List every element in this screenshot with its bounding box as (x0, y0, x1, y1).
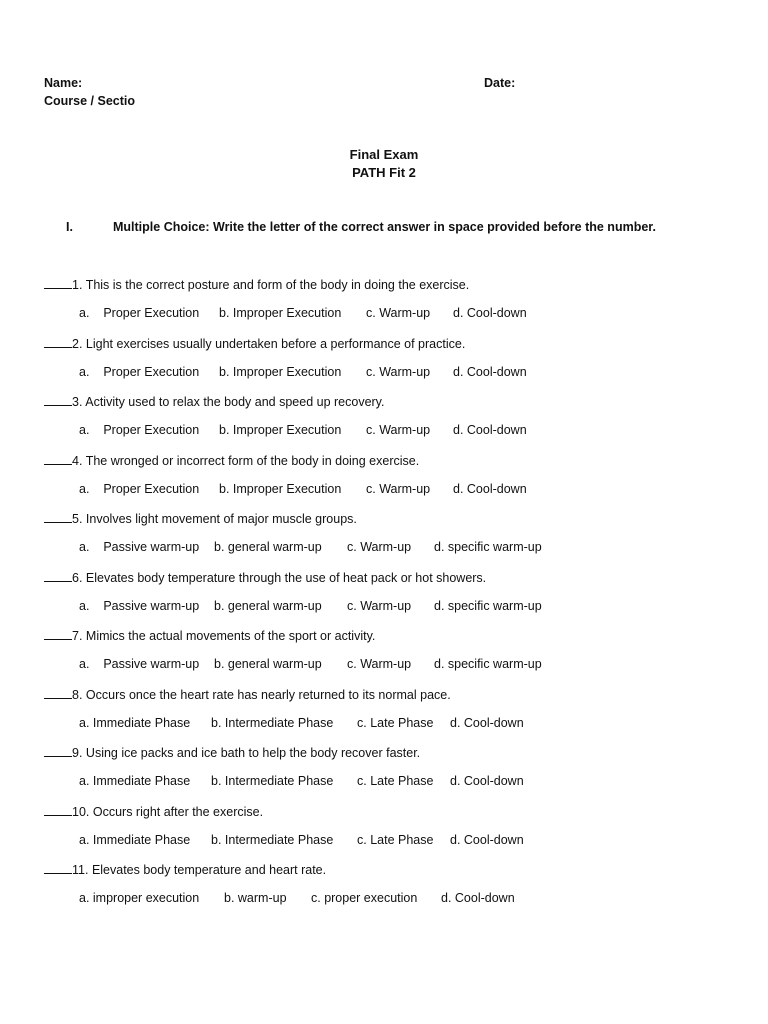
option-c: c. Warm-up (366, 481, 431, 496)
option-d: d. specific warm-up (434, 540, 542, 554)
option-b: b. general warm-up (214, 540, 322, 554)
question-text: Mimics the actual movements of the sport or activity. (85, 629, 376, 643)
answer-blank[interactable] (44, 687, 72, 699)
option-c: c. Warm-up (366, 306, 431, 320)
question-stem (44, 277, 469, 292)
question-stem (44, 453, 419, 468)
question-number: 1. (72, 278, 83, 292)
option-a: a. Passive warm-up (79, 540, 200, 554)
option-a: a. Passive warm-up (79, 657, 200, 671)
question-number: 7. (72, 629, 83, 643)
option-a: a. Immediate Phase (79, 774, 191, 788)
answer-blank[interactable] (44, 628, 72, 640)
question-text: This is the correct posture and form of the body in doing the exercise. (85, 278, 470, 292)
question-number: 6. (72, 570, 83, 585)
option-d: d. Cool-down (453, 364, 527, 379)
option-c: c. Warm-up (366, 364, 431, 379)
question-item (44, 745, 744, 804)
question-text: Activity used to relax the body and speed up recovery. (85, 395, 385, 409)
question-text: Elevates body temperature and heart rate. (91, 863, 327, 877)
question-stem (44, 570, 486, 585)
question-item (44, 277, 744, 336)
exam-title: Final Exam (349, 147, 419, 162)
question-text: Occurs right after the exercise. (92, 804, 264, 819)
option-a: a. improper execution (79, 891, 200, 905)
option-c: c. Warm-up (366, 423, 431, 437)
header-row (44, 76, 724, 92)
question-stem (44, 511, 357, 526)
instructions-text: Multiple Choice: Write the letter of the correct answer in space provided before the number. (113, 220, 656, 234)
option-b: b. Improper Execution (219, 423, 342, 437)
question-number: 5. (72, 512, 83, 526)
question-item (44, 453, 744, 512)
option-c: c. Late Phase (357, 715, 434, 730)
answer-blank[interactable] (44, 394, 72, 406)
question-item (44, 687, 744, 746)
question-number: 8. (72, 687, 83, 702)
option-b: b. Intermediate Phase (211, 774, 334, 788)
question-number: 11. (72, 863, 89, 877)
question-stem (44, 745, 420, 760)
question-text: Involves light movement of major muscle groups. (85, 512, 357, 526)
option-c: c. Warm-up (347, 657, 412, 671)
question-item (44, 628, 744, 687)
option-c: c. Warm-up (347, 598, 412, 613)
question-text: The wronged or incorrect form of the body in doing exercise. (85, 453, 420, 468)
option-b: b. general warm-up (214, 657, 322, 671)
option-d: d. Cool-down (450, 774, 524, 788)
section-number: I. (66, 220, 73, 234)
option-a: a. Immediate Phase (79, 715, 191, 730)
option-c: c. Late Phase (357, 832, 434, 847)
question-stem (44, 687, 451, 702)
question-item (44, 570, 744, 629)
option-a: a. Proper Execution (79, 306, 200, 320)
question-number: 10. (72, 804, 90, 819)
option-a: a. Proper Execution (79, 423, 200, 437)
option-d: d. Cool-down (450, 715, 524, 730)
option-b: b. warm-up (224, 891, 287, 905)
course-section-label: Course / Sectio (44, 94, 135, 108)
option-b: b. Improper Execution (219, 364, 342, 379)
answer-blank[interactable] (44, 745, 72, 757)
question-text: Elevates body temperature through the use of heat pack or hot showers. (85, 570, 487, 585)
answer-blank[interactable] (44, 570, 72, 582)
option-d: d. specific warm-up (434, 657, 542, 671)
question-item (44, 862, 744, 921)
question-list (44, 277, 744, 921)
option-b: b. general warm-up (214, 598, 322, 613)
question-item (44, 394, 744, 453)
question-text: Occurs once the heart rate has nearly returned to its normal pace. (85, 687, 451, 702)
option-d: d. specific warm-up (434, 598, 542, 613)
answer-blank[interactable] (44, 453, 72, 465)
option-c: c. proper execution (311, 891, 418, 905)
question-stem (44, 394, 384, 409)
option-d: d. Cool-down (453, 423, 527, 437)
option-d: d. Cool-down (450, 832, 524, 847)
option-a: a. Immediate Phase (79, 832, 191, 847)
answer-blank[interactable] (44, 336, 72, 348)
option-b: b. Improper Execution (219, 306, 342, 320)
question-number: 3. (72, 395, 83, 409)
question-text: Light exercises usually undertaken before a performance of practice. (85, 336, 466, 351)
date-label: Date: (484, 76, 516, 90)
question-item (44, 336, 744, 395)
answer-blank[interactable] (44, 862, 72, 874)
exam-subtitle: PATH Fit 2 (352, 165, 416, 180)
answer-blank[interactable] (44, 804, 72, 816)
option-b: b. Improper Execution (219, 481, 342, 496)
question-stem (44, 336, 465, 351)
name-label: Name: (44, 76, 83, 90)
question-number: 2. (72, 336, 83, 351)
question-item (44, 511, 744, 570)
option-b: b. Intermediate Phase (211, 715, 334, 730)
option-d: d. Cool-down (453, 306, 527, 320)
option-c: c. Warm-up (347, 540, 412, 554)
question-number: 4. (72, 453, 83, 468)
option-a: a. Passive warm-up (79, 598, 200, 613)
question-stem (44, 804, 263, 819)
answer-blank[interactable] (44, 511, 72, 523)
option-a: a. Proper Execution (79, 481, 200, 496)
option-a: a. Proper Execution (79, 364, 200, 379)
option-d: d. Cool-down (453, 481, 527, 496)
question-stem (44, 628, 375, 643)
option-b: b. Intermediate Phase (211, 832, 334, 847)
option-c: c. Late Phase (357, 774, 434, 788)
option-d: d. Cool-down (441, 891, 515, 905)
question-stem (44, 862, 326, 877)
question-text: Using ice packs and ice bath to help the body recover faster. (85, 746, 421, 760)
question-item (44, 804, 744, 863)
question-number: 9. (72, 746, 83, 760)
answer-blank[interactable] (44, 277, 72, 289)
